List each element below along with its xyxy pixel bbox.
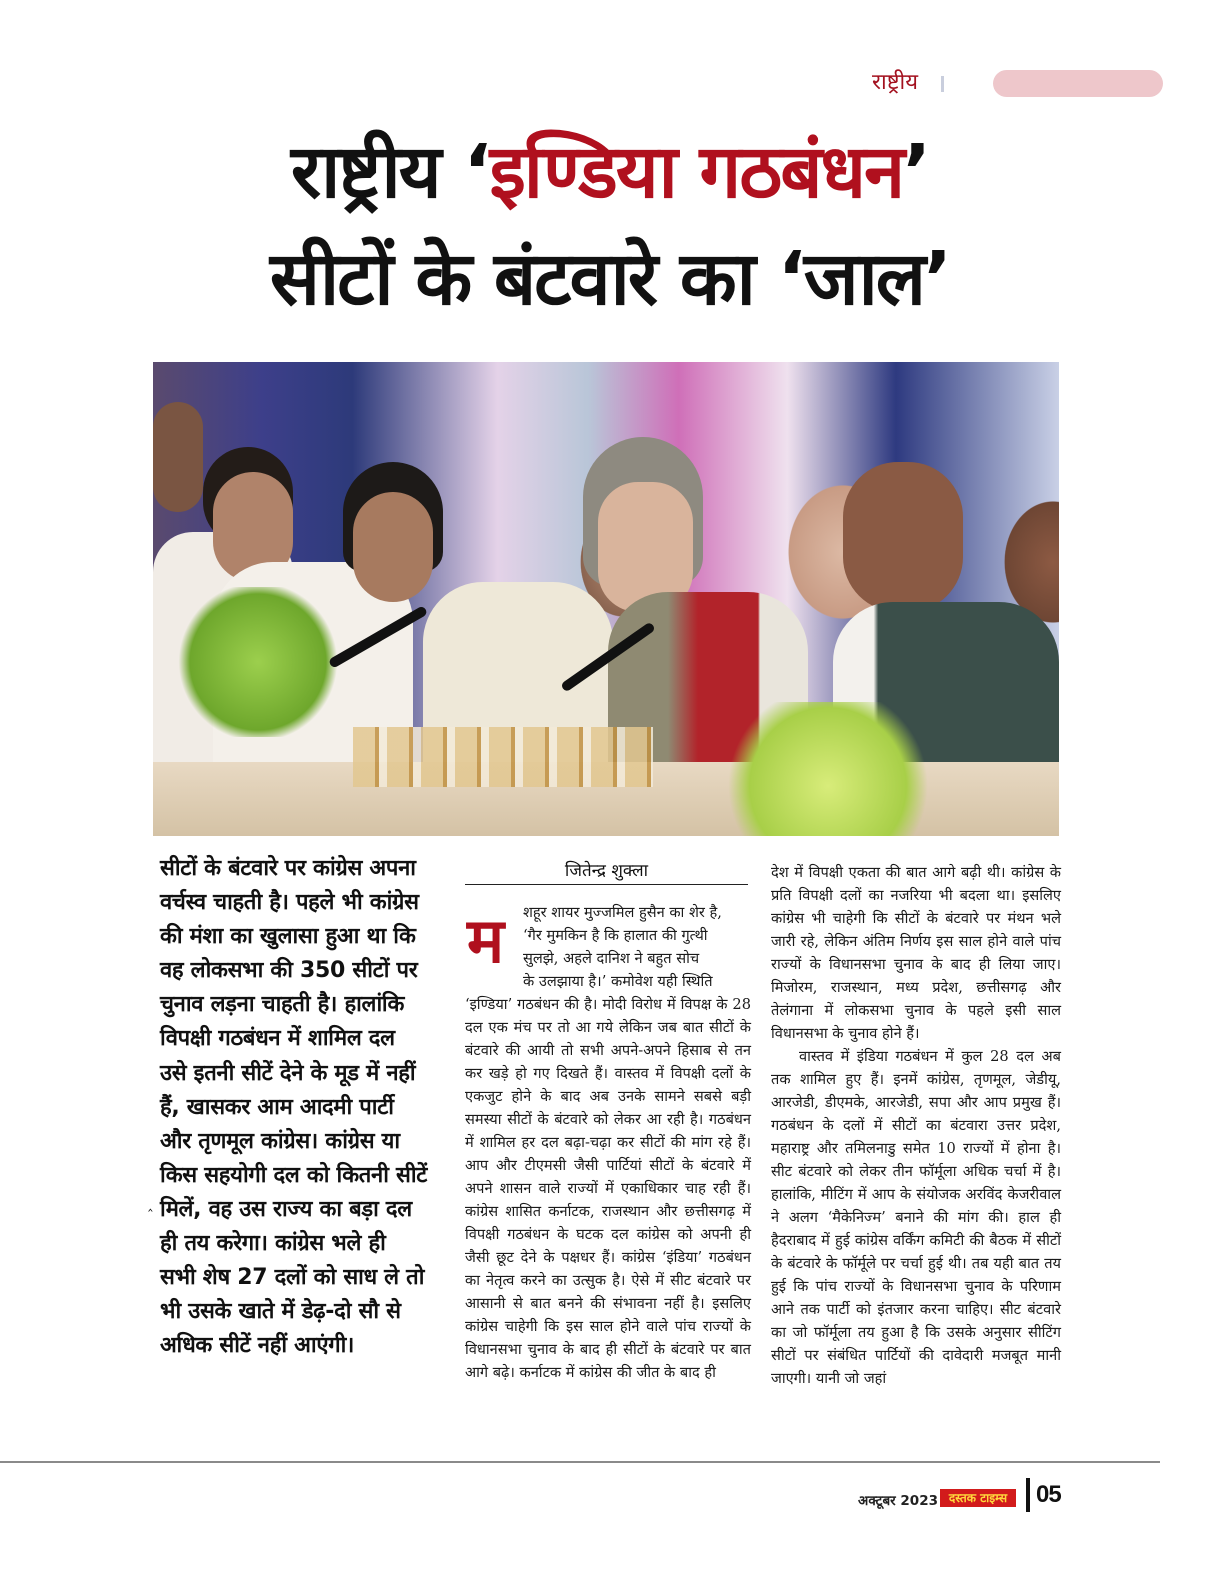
column-1-body: ‘इण्डिया’ गठबंधन की है। मोदी विरोध में विपक्ष के 28 दल एक मंच पर तो आ गये लेकिन जब बात सीटों के बंटवारे की आयी तो सभी अपने-अपने हिसाब से तन कर खड़े हो गए दिखते हैं। वास्तव में विपक्षी दलों के एकजुट होने के बाद अब उनके सामने सबसे बड़ी समस्या सीटों के बंटवारे को लेकर आ रही है। गठबंधन में शामिल हर दल बढ़ा-चढ़ा कर सीटों की मांग रहे हैं। आप और टीएमसी जैसी पार्टियां सीटों के बंटवारे में अपने शासन वाले राज्यों में एकाधिकार चाह रही हैं। कांग्रेस शासित कर्नाटक, राजस्थान और छत्तीसगढ़ में विपक्षी गठबंधन के घटक दल कांग्रेस को अपनी ही जैसी छूट देने के पक्षधर हैं। कांग्रेस ‘इंडिया’ गठबंधन का नेतृत्व करने का उत्सुक है। ऐसे में सीट बंटवारे पर आसानी से बात बनने की संभावना नहीं है। इसलिए कांग्रेस चाहेगी कि इस साल होने वाले पांच राज्यों के विधानसभा चुनाव के बाद ही सीटों के बंटवारे पर बात आगे बढ़े। कर्नाटक में कांग्रेस की जीत के बाद ही xyxy=(465,996,751,1381)
dropcap: म xyxy=(467,904,505,977)
headline-suffix: ’ xyxy=(903,129,930,215)
footer-date: अक्टूबर 2023 xyxy=(858,1493,938,1509)
column-2-paragraph-1: देश में विपक्षी एकता की बात आगे बढ़ी थी। कांग्रेस के प्रति विपक्षी दलों का नजरिया भी बदला था। इसलिए कांग्रेस भी चाहेगी कि सीटों के बंटवारे पर मंथन भले जारी रहे, लेकिन अंतिम निर्णय इस साल होने वाले पांच राज्यों के विधानसभा चुनाव के बाद ही लिया जाए। मिजोरम, राजस्थान, मध्य प्रदेश, छत्तीसगढ़ और तेलंगाना में लोकसभा चुनाव के पहले इसी साल विधानसभा के चुनाव होने हैं। xyxy=(771,864,1061,1042)
article-photo xyxy=(153,362,1059,836)
section-divider xyxy=(941,76,944,92)
column-2-paragraph-2: वास्तव में इंडिया गठबंधन में कुल 28 दल अब तक शामिल हुए हैं। इनमें कांग्रेस, तृणमूल, जेडीयू, आरजेडी, डीएमके, आरजेडी, सपा और आप प्रमुख हैं। गठबंधन के दलों में सीटों का बंटवारा उत्तर प्रदेश, महाराष्ट्र और तमिलनाडु समेत 10 राज्यों में होना है। सीट बंटवारे को लेकर तीन फॉर्मूला अधिक चर्चा में है। हालांकि, मीटिंग में आप के संयोजक अरविंद केजरीवाल ने अलग ‘मैकेनिज्म’ बनाने की मांग की। हाल ही हैदराबाद में हुई कांग्रेस वर्किंग कमिटी की बैठक में सीटों के बंटवारे के फॉर्मूले पर चर्चा हुई थी। तब यही बात तय हुई कि पांच राज्यों के विधानसभा चुनाव के परिणाम आने तक पार्टी को इंतजार करना चाहिए। सीट बंटवारे का जो फॉर्मूला तय हुआ है कि उसके अनुसार सीटिंग सीटों पर संबंधित पार्टियों की दावेदारी मजबूत मानी जाएगी। यानी जो जहां xyxy=(771,1048,1061,1387)
photo-flowers xyxy=(713,702,943,836)
section-decorative-pill xyxy=(993,70,1163,97)
lead-line: शहूर शायर मुज्जमिल हुसैन का शेर है, xyxy=(523,904,722,921)
stray-mark: ‸ xyxy=(148,1196,153,1212)
pull-quote: सीटों के बंटवारे पर कांग्रेस अपना वर्चस्व चाहती है। पहले भी कांग्रेस की मंशा का खुलासा हुआ था कि वह लोकसभा की 350 सीटों पर चुनाव लड़ना चाहती है। हालांकि विपक्षी गठबंधन में शामिल दल उसे इतनी सीटें देने के मूड में नहीं हैं, खासकर आम आदमी पार्टी और तृणमूल कांग्रेस। कांग्रेस या किस सहयोगी दल को कितनी सीटें मिलें, वह उस राज्य का बड़ा दल ही तय करेगा। कांग्रेस भले ही सभी शेष 27 दलों को साध ले तो भी उसके खाते में डेढ़-दो सौ से अधिक सीटें नहीं आएंगी। xyxy=(160,856,428,1359)
article-column-2 xyxy=(771,861,1061,1390)
headline-prefix: राष्ट्रीय ‘ xyxy=(290,129,490,215)
photo-person xyxy=(153,402,203,512)
article-column-1 xyxy=(465,901,751,1384)
footer-rule xyxy=(0,1461,1160,1463)
footer-divider xyxy=(1026,1478,1030,1512)
headline-line-1 xyxy=(150,129,1070,215)
byline: जितेन्द्र शुक्ला xyxy=(465,858,748,885)
photo-person xyxy=(353,492,433,602)
photo-jars xyxy=(353,727,653,787)
photo-person xyxy=(843,462,963,612)
lead-line: सुलझे, अहले दानिश ने बहुत सोच xyxy=(523,950,700,967)
section-label: राष्ट्रीय xyxy=(872,70,919,95)
publication-logo: दस्तक टाइम्स xyxy=(940,1489,1016,1507)
headline-highlight: इण्डिया गठबंधन xyxy=(489,129,904,215)
photo-flowers xyxy=(173,587,343,737)
lead-line: ‘गैर मुमकिन है कि हालात की गुत्थी xyxy=(523,927,708,944)
headline-line-2: सीटों के बंटवारे का ‘जाल’ xyxy=(269,236,951,322)
page-number: 05 xyxy=(1036,1481,1061,1508)
lead-line: के उलझाया है।’ कमोवेश यही स्थिति xyxy=(523,973,713,990)
